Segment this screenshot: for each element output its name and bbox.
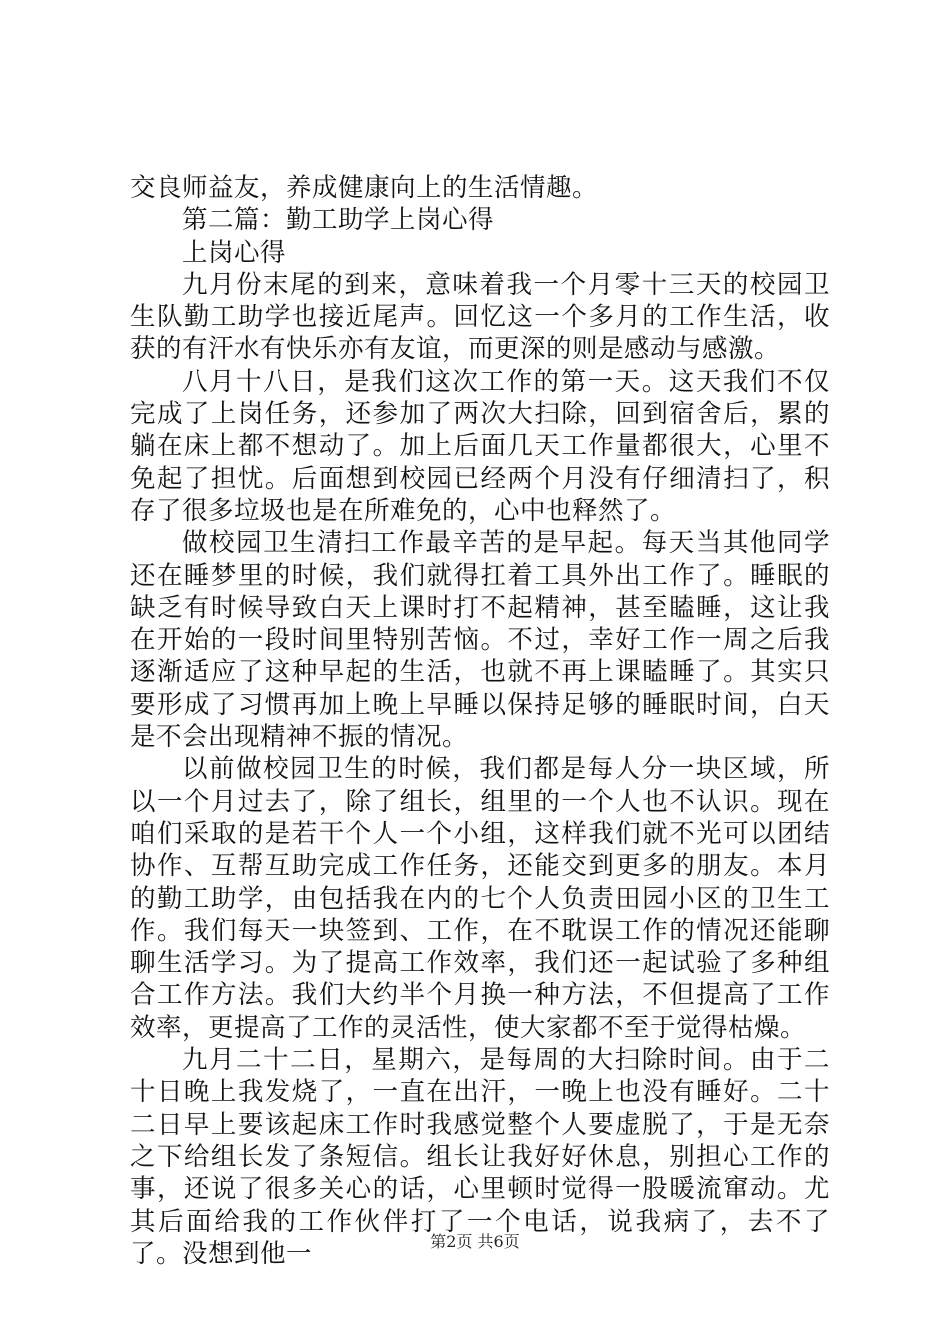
article-title: 上岗心得: [182, 237, 287, 268]
page-footer: [0, 1232, 950, 1252]
paragraph: 八月十八日，是我们这次工作的第一天。这天我们不仅完成了上岗任务，还参加了两次大扫除，回到宿舍后，累的躺在床上都不想动了。加上后面几天工作量都很大，心里不免起了担忧。后面想到校园已经两个月没有仔细清扫了，积存了很多垃圾也是在所难免的，心中也释然了。: [130, 366, 830, 526]
paragraph: 做校园卫生清扫工作最辛苦的是早起。每天当其他同学还在睡梦里的时候，我们就得扛着工具外出工作了。睡眠的缺乏有时候导致白天上课时打不起精神，甚至瞌睡，这让我在开始的一段时间里特别苦恼。不过，幸好工作一周之后我逐渐适应了这种早起的生活，也就不再上课瞌睡了。其实只要形成了习惯再加上晚上早睡以保持足够的睡眠时间，白天是不会出现精神不振的情况。: [130, 528, 830, 753]
paragraph: 九月份末尾的到来，意味着我一个月零十三天的校园卫生队勤工助学也接近尾声。回忆这一个多月的工作生活，收获的有汗水有快乐亦有友谊，而更深的则是感动与感激。: [130, 269, 830, 365]
paragraph-continuation: 交良师益友，养成健康向上的生活情趣。: [130, 173, 599, 203]
section-heading: 第二篇：勤工助学上岗心得: [182, 205, 495, 236]
page-number: 第2页 共6页: [430, 1232, 520, 1251]
paragraph: 以前做校园卫生的时候，我们都是每人分一块区域，所以一个月过去了，除了组长，组里的一个人也不认识。现在咱们采取的是若干个人一个小组，这样我们就不光可以团结协作、互帮互助完成工作任务，还能交到更多的朋友。本月的勤工助学，由包括我在内的七个人负责田园小区的卫生工作。我们每天一块签到、工作，在不耽误工作的情况还能聊聊生活学习。为了提高工作效率，我们还一起试验了多种组合工作方法。我们大约半个月换一种方法，不但提高了工作效率，更提高了工作的灵活性，使大家都不至于觉得枯燥。: [130, 754, 830, 1043]
document-body: [130, 172, 830, 1270]
paragraph: 九月二十二日，星期六，是每周的大扫除时间。由于二十日晚上我发烧了，一直在出汗，一晚上也没有睡好。二十二日早上要该起床工作时我感觉整个人要虚脱了，于是无奈之下给组长发了条短信。组长让我好好休息，别担心工作的事，还说了很多关心的话，心里顿时觉得一股暖流窜动。尤其后面给我的工作伙伴打了一个电话，说我病了，去不了了。没想到他一: [130, 1045, 830, 1269]
